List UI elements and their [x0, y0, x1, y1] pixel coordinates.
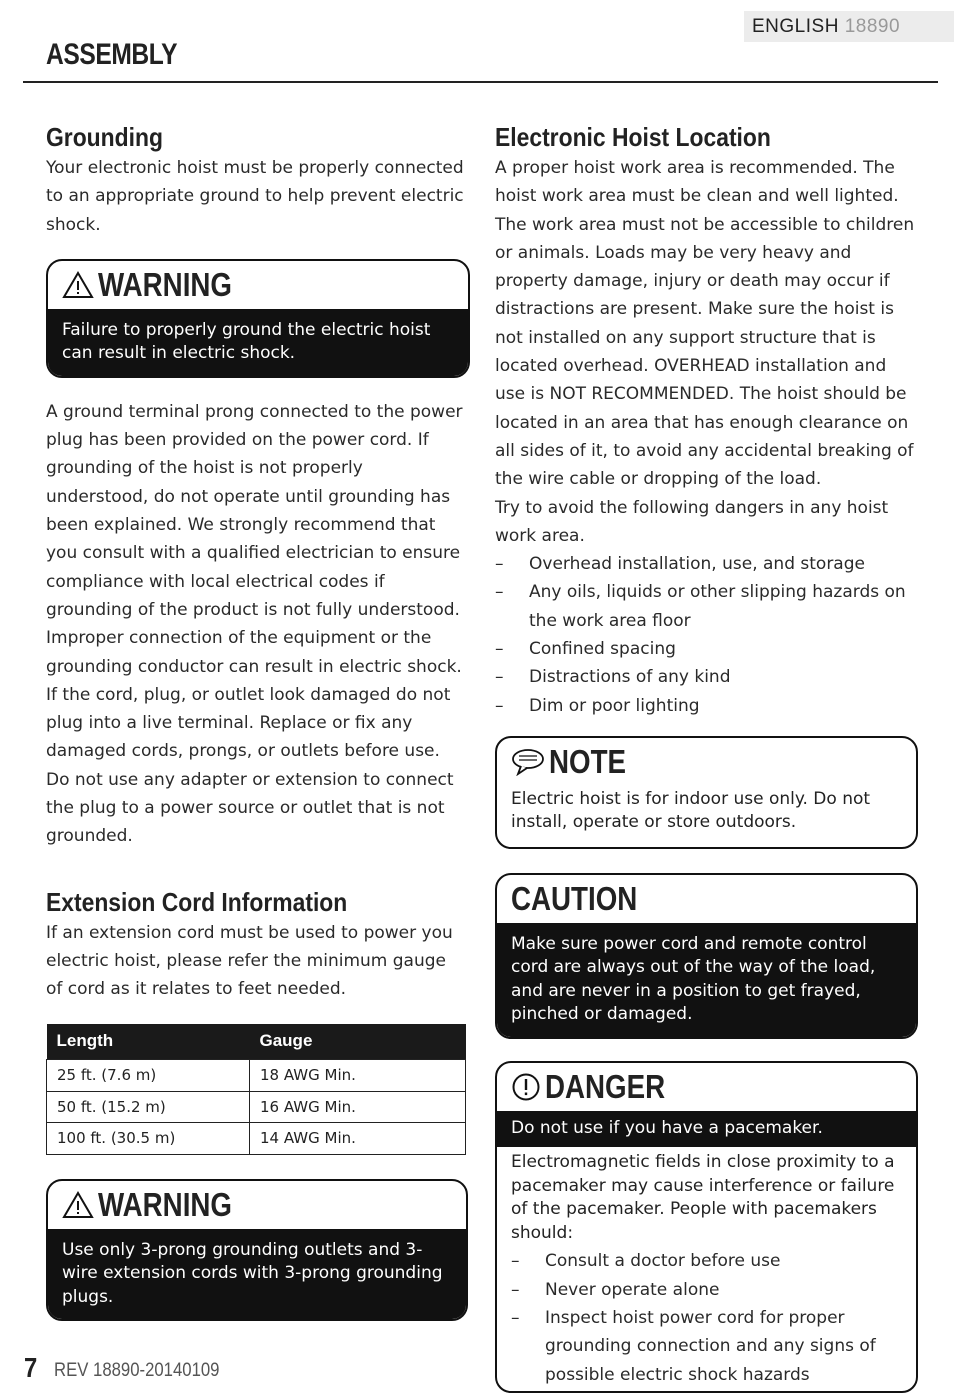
table-header-gauge: Gauge: [250, 1024, 466, 1060]
page-title: ASSEMBLY: [46, 38, 178, 71]
table-row: [47, 1060, 466, 1092]
list-item: – Inspect hoist power cord for proper grounding connection and any signs of possible electric shock hazards: [511, 1304, 906, 1389]
right-column: [495, 122, 918, 1393]
warning-label: WARNING: [98, 265, 232, 303]
note-box: [495, 736, 918, 849]
table-cell-gauge: 18 AWG Min.: [250, 1060, 466, 1092]
table-cell-gauge: 16 AWG Min.: [250, 1091, 466, 1123]
language-label: ENGLISH: [752, 16, 839, 37]
extension-cord-intro: If an extension cord must be used to power you electric hoist, please refer the minimum gauge of cord as it relates to feet needed.: [46, 922, 453, 1000]
table-row: [47, 1091, 466, 1123]
speech-bubble-icon: [511, 748, 545, 776]
danger-list: [497, 1247, 916, 1390]
note-text: Electric hoist is for indoor use only. Do not install, operate or store outdoors.: [511, 788, 871, 833]
danger-box: [495, 1061, 918, 1393]
table-cell-length: 100 ft. (30.5 m): [47, 1123, 250, 1155]
extension-cord-heading: Extension Cord Information: [46, 886, 348, 917]
caution-box: [495, 873, 918, 1039]
list-item: – Confined spacing: [495, 635, 918, 663]
table-cell-length: 25 ft. (7.6 m): [47, 1060, 250, 1092]
dangers-list: [495, 550, 918, 720]
warning-text: Failure to properly ground the electric hoist can result in electric shock.: [48, 309, 468, 376]
warning-label: WARNING: [98, 1185, 232, 1223]
table-header-length: Length: [47, 1024, 250, 1060]
hoist-location-body: A proper hoist work area is recommended. The hoist work area must be clean and well lighted. The work area must not be accessible to children or animals. Loads may be very heavy and property damage, injury or death may occur if distractions are present. Make sure the hoist is not installed on any support structure that is located overhead. OVERHEAD installation and use is NOT RECOMMENDED. The hoist should be located in an area that has enough clearance on all sides of it, to avoid any accidental breaking of the wire cable or dropping of the load.: [495, 158, 915, 490]
caution-text: Make sure power cord and remote control cord are always out of the way of the load, and are never in a position to get frayed, pinched or damaged.: [497, 923, 916, 1037]
list-item: – Never operate alone: [511, 1276, 906, 1304]
warning-header: [48, 261, 468, 309]
revision-code: REV 18890-20140109: [54, 1360, 220, 1381]
table-cell-gauge: 14 AWG Min.: [250, 1123, 466, 1155]
hoist-location-heading: Electronic Hoist Location: [495, 122, 771, 152]
gauge-table: [46, 1024, 466, 1155]
note-label: NOTE: [549, 742, 627, 780]
left-column: [46, 122, 466, 1321]
list-item: – Overhead installation, use, and storage: [495, 550, 918, 578]
list-item: – Distractions of any kind: [495, 663, 918, 691]
dangers-intro: Try to avoid the following dangers in any hoist work area.: [495, 497, 889, 546]
model-code: 18890: [844, 16, 901, 37]
warning-triangle-icon: [62, 271, 94, 299]
language-tag: [744, 11, 954, 42]
danger-header: [497, 1063, 916, 1111]
grounding-heading: Grounding: [46, 122, 163, 152]
extension-warning-box: [46, 1179, 468, 1322]
note-header: [497, 738, 916, 786]
list-item: – Any oils, liquids or other slipping hazards on the work area floor: [495, 578, 918, 635]
caution-label: CAUTION: [511, 879, 638, 917]
grounding-intro: Your electronic hoist must be properly connected to an appropriate ground to help prevent electric shock.: [46, 158, 464, 235]
grounding-warning-box: [46, 259, 470, 378]
warning-header: [48, 1181, 466, 1229]
list-item: – Dim or poor lighting: [495, 692, 918, 720]
warning-triangle-icon: [62, 1191, 94, 1219]
list-item: – Consult a doctor before use: [511, 1247, 906, 1275]
danger-label: DANGER: [545, 1067, 666, 1105]
table-row: [47, 1123, 466, 1155]
danger-text: Electromagnetic fields in close proximity to a pacemaker may cause interference or failure of the pacemaker. People with pacemakers should:: [511, 1152, 895, 1243]
exclamation-circle-icon: [511, 1072, 541, 1102]
warning-text: Use only 3-prong grounding outlets and 3-wire extension cords with 3-prong grounding plugs.: [48, 1229, 466, 1320]
grounding-body: A ground terminal prong connected to the power plug has been provided on the power cord. If grounding of the hoist is not properly understood, do not operate until grounding has been explained. We strongly recommend that you consult with a qualified electrician to ensure compliance with local electrical codes if grounding of the product is not fully understood. Improper connection of the equipment or the grounding conductor can result in electric shock. If the cord, plug, or outlet look damaged do not plug into a live terminal. Replace or fix any damaged cords, prongs, or outlets before use. Do not use any adapter or extension to connect the plug to a power source or outlet that is not grounded.: [46, 401, 463, 847]
caution-header: [497, 875, 916, 923]
table-cell-length: 50 ft. (15.2 m): [47, 1091, 250, 1123]
danger-subheading: Do not use if you have a pacemaker.: [497, 1111, 916, 1148]
page-number: 7: [24, 1352, 38, 1383]
header-divider: [23, 81, 938, 83]
